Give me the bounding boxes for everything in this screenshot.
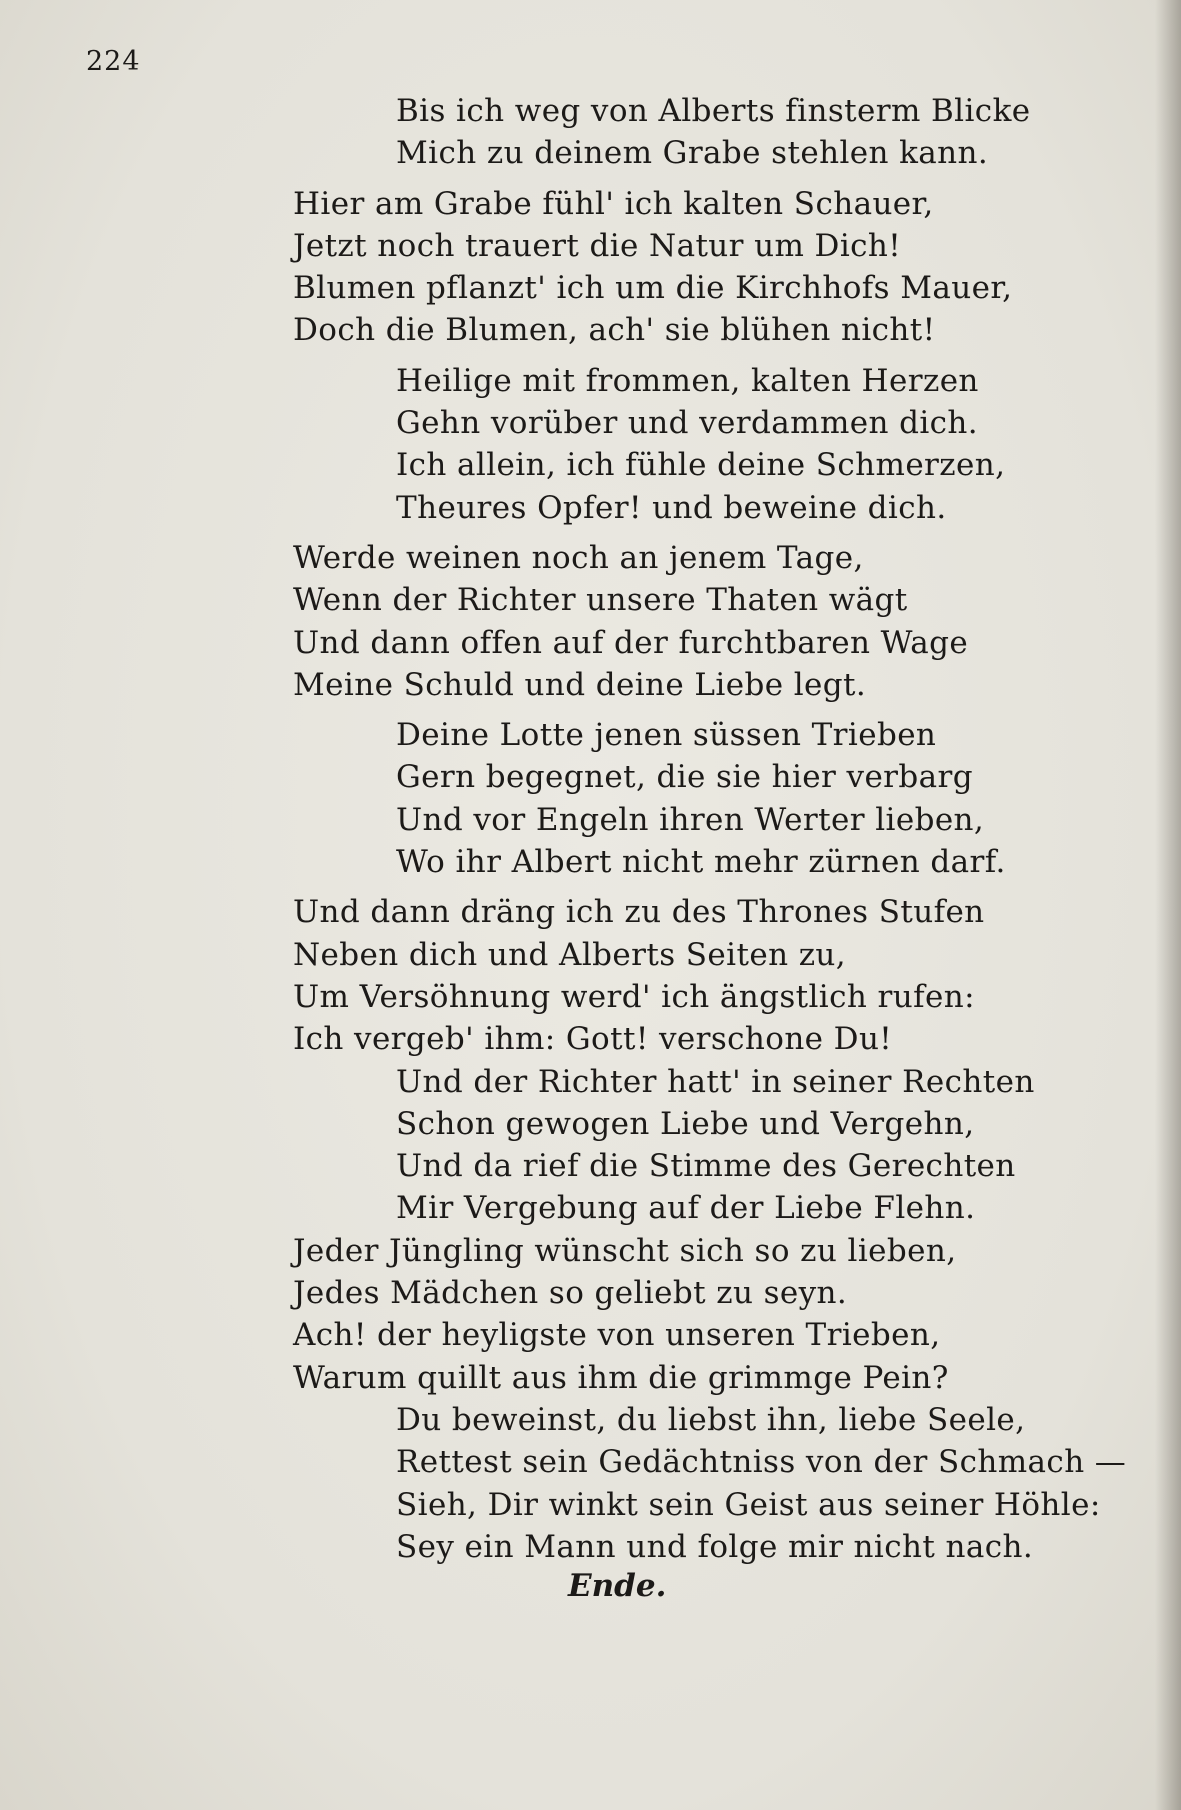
- poem-line: Um Versöhnung werd' ich ängstlich rufen:: [293, 978, 975, 1015]
- poem: [293, 90, 1153, 1568]
- poem-line: Mir Vergebung auf der Liebe Flehn.: [396, 1190, 976, 1227]
- stanza: [293, 1061, 1153, 1230]
- poem-line: Jedes Mädchen so geliebt zu seyn.: [293, 1275, 848, 1312]
- stanza: [293, 1399, 1153, 1568]
- stanza: [293, 360, 1153, 529]
- poem-line: Deine Lotte jenen süssen Trieben: [396, 717, 937, 754]
- poem-line: Wo ihr Albert nicht mehr zürnen darf.: [396, 844, 1006, 881]
- stanza: [293, 714, 1153, 883]
- stanza: [293, 537, 1153, 706]
- poem-line: Und der Richter hatt' in seiner Rechten: [396, 1063, 1035, 1100]
- poem-line: Und vor Engeln ihren Werter lieben,: [396, 801, 985, 838]
- poem-line: Hier am Grabe fühl' ich kalten Schauer,: [293, 185, 934, 222]
- poem-line: Bis ich weg von Alberts finsterm Blicke: [396, 93, 1031, 129]
- stanza: [293, 183, 1153, 352]
- poem-line: Heilige mit frommen, kalten Herzen: [396, 362, 979, 399]
- poem-line: Jetzt noch trauert die Natur um Dich!: [293, 227, 902, 264]
- poem-line: Du beweinst, du liebst ihn, liebe Seele,: [396, 1401, 1026, 1438]
- poem-line: Blumen pflanzt' ich um die Kirchhofs Mauer,: [293, 270, 1013, 307]
- poem-line: Sey ein Mann und folge mir nicht nach.: [396, 1528, 1034, 1565]
- poem-line: Gern begegnet, die sie hier verbarg: [396, 759, 973, 796]
- poem-line: Meine Schuld und deine Liebe legt.: [293, 666, 867, 703]
- poem-line: Wenn der Richter unsere Thaten wägt: [293, 582, 908, 619]
- poem-line: Schon gewogen Liebe und Vergehn,: [396, 1105, 975, 1142]
- stanza: [293, 891, 1153, 1060]
- page-number: 224: [86, 46, 141, 77]
- stanza: [293, 90, 1153, 175]
- poem-line: Doch die Blumen, ach' sie blühen nicht!: [293, 312, 936, 349]
- poem-line: Theures Opfer! und beweine dich.: [396, 489, 947, 526]
- poem-line: Sieh, Dir winkt sein Geist aus seiner Höhle:: [396, 1486, 1101, 1523]
- poem-line: Und da rief die Stimme des Gerechten: [396, 1148, 1016, 1185]
- poem-line: Neben dich und Alberts Seiten zu,: [293, 936, 847, 973]
- poem-line: Ich allein, ich fühle deine Schmerzen,: [396, 447, 1006, 484]
- stanza: [293, 1230, 1153, 1399]
- poem-line: Werde weinen noch an jenem Tage,: [293, 539, 864, 576]
- poem-line: Ich vergeb' ihm: Gott! verschone Du!: [293, 1021, 893, 1058]
- poem-line: Gehn vorüber und verdammen dich.: [396, 405, 979, 442]
- poem-line: Rettest sein Gedächtniss von der Schmach —: [396, 1444, 1127, 1481]
- poem-line: Mich zu deinem Grabe stehlen kann.: [396, 135, 989, 172]
- poem-line: Und dann offen auf der furchtbaren Wage: [293, 624, 969, 661]
- poem-line: Und dann dräng ich zu des Thrones Stufen: [293, 894, 985, 931]
- poem-line: Warum quillt aus ihm die grimmge Pein?: [293, 1359, 949, 1396]
- closing-word: Ende.: [568, 1568, 667, 1604]
- poem-line: Ach! der heyligste von unseren Trieben,: [293, 1317, 941, 1354]
- poem-line: Jeder Jüngling wünscht sich so zu lieben,: [293, 1232, 957, 1269]
